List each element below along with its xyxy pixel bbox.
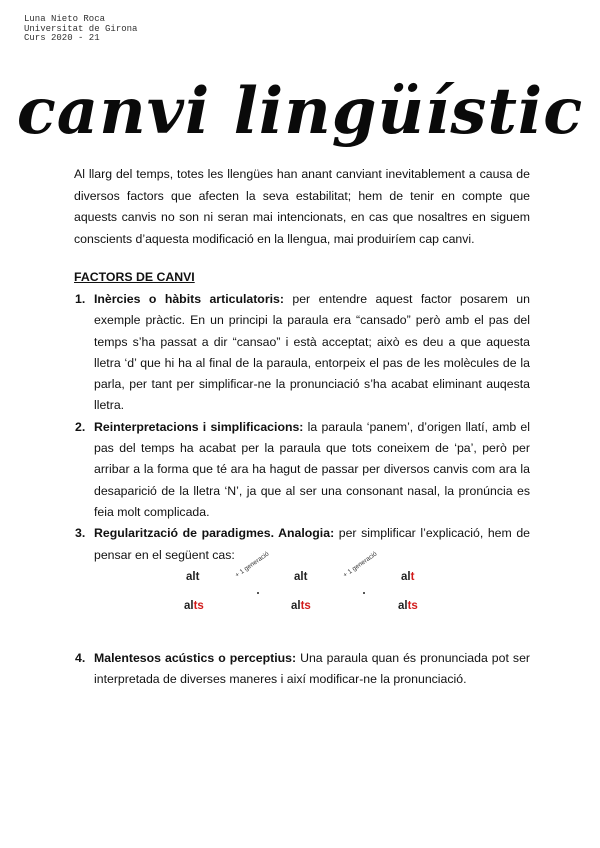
generation-label: + 1 generació bbox=[341, 550, 379, 579]
item-text: per entendre aquest factor posarem un exemple pràctic. En un principi la paraula era “cansado” però amb el pas del temps s’ha passat a dir “cansao” i està acceptat; això es deu a que aquesta lletra ‘d’ que hi ha al final de la paraula, entorpeix el pas de les molècules de la parla, per tant per simplificar-ne la pronunciació s’ha acabat eliminant auqesta lletra. bbox=[94, 292, 530, 413]
word-bottom-2 bbox=[291, 600, 311, 612]
list-item bbox=[74, 417, 530, 523]
item-number: 1. bbox=[75, 292, 86, 306]
analogy-diagram bbox=[160, 552, 460, 622]
word-bottom-1 bbox=[184, 600, 204, 612]
item-text: per simplificar l’explicació, hem de pensar en el següent cas: bbox=[94, 526, 531, 562]
section-heading: FACTORS DE CANVI bbox=[74, 270, 195, 284]
word-part: al bbox=[291, 600, 301, 612]
factors-list-continued bbox=[74, 648, 530, 691]
list-item bbox=[74, 648, 530, 691]
university-name: Universitat de Girona bbox=[24, 23, 138, 34]
word-part: al bbox=[186, 571, 196, 583]
page-title: canvi lingüístic bbox=[16, 74, 584, 149]
word-part-highlight: ts bbox=[193, 600, 204, 612]
item-text: Una paraula quan és pronunciada pot ser interpretada de diverses maneres i així modificar-ne la pronunciació. bbox=[94, 651, 531, 687]
word-part-highlight: t bbox=[410, 571, 415, 583]
word-part-highlight: ts bbox=[407, 600, 418, 612]
factors-list bbox=[74, 289, 530, 566]
word-part: t bbox=[195, 571, 200, 583]
word-part: al bbox=[401, 571, 411, 583]
item-lead: Malentesos acústics o perceptius: bbox=[94, 651, 297, 665]
list-item bbox=[74, 289, 530, 417]
word-part: al bbox=[184, 600, 194, 612]
intro-paragraph: Al llarg del temps, totes les llengües han anant canviant inevitablement a causa de diversos factors que afecten la seva estabilitat; hem de tenir en compte que aquests canvis no son ni seran mai intencionats, en cas que nosaltres en siguem conscients d’aquesta modificació en la llengua, mai produiríem cap canvi. bbox=[74, 167, 530, 246]
word-top-3 bbox=[401, 571, 414, 583]
author-header bbox=[24, 15, 137, 44]
word-part: al bbox=[398, 600, 408, 612]
word-bottom-3 bbox=[398, 600, 418, 612]
course-year: Curs 2020 - 21 bbox=[24, 33, 100, 43]
word-top-2: alt bbox=[294, 571, 308, 583]
item-number: 2. bbox=[75, 419, 86, 434]
item-lead: Reinterpretacions i simplificacions: bbox=[94, 419, 304, 434]
item-lead: Inèrcies o hàbits articulatoris: bbox=[94, 292, 284, 306]
generation-label: + 1 generació bbox=[233, 550, 271, 579]
item-number: 4. bbox=[75, 651, 86, 665]
item-lead: Regularització de paradigmes. Analogia: bbox=[94, 526, 335, 541]
dot-marker bbox=[363, 592, 365, 594]
dot-marker bbox=[257, 592, 259, 594]
item-number: 3. bbox=[75, 526, 86, 541]
author-name: Luna Nieto Roca bbox=[24, 14, 106, 24]
item-text: la paraula ‘panem’, d’origen llatí, amb el pas del temps ha acabat per la paraula que tots coneixem de ‘pa’, però per arribar a la forma que té ara ha hagut de passar per diversos canvis com ara la desaparició de la lletra ‘N’, ja que al ser una consonant nasal, la pronúncia es feia molt complicada. bbox=[94, 419, 530, 519]
word-part-highlight: ts bbox=[300, 600, 311, 612]
word-top-1 bbox=[186, 571, 199, 583]
